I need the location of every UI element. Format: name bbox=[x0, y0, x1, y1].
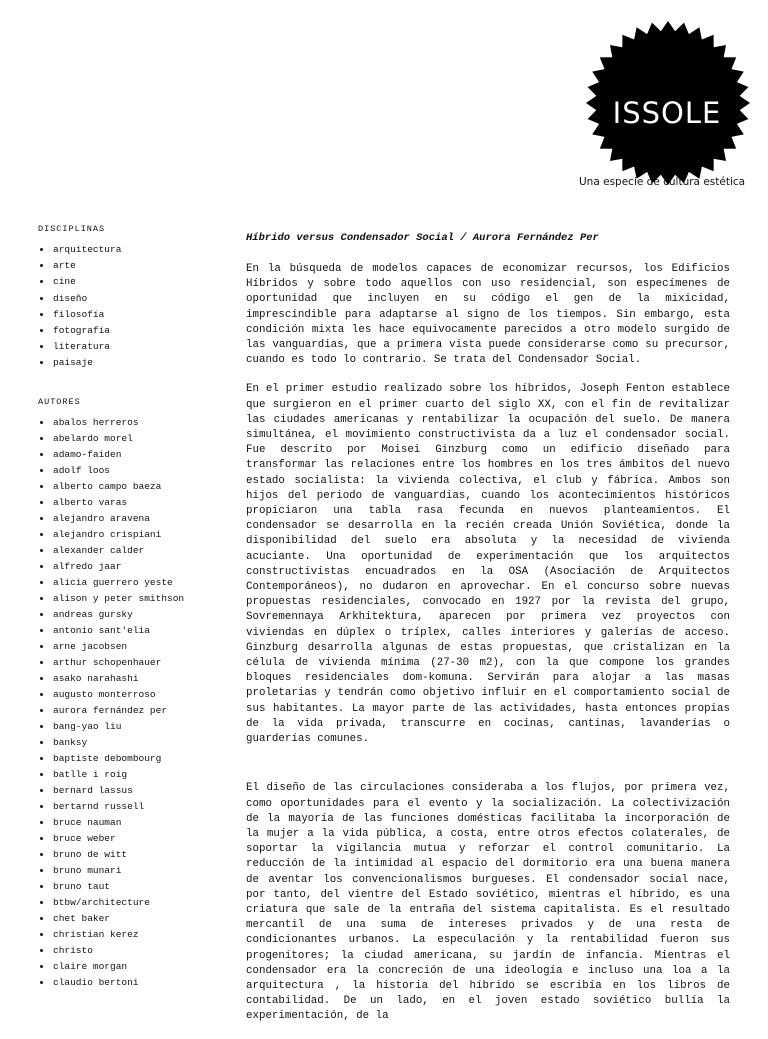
disciplina-item bbox=[38, 293, 218, 304]
autor-item-link[interactable]: bertarnd russell bbox=[53, 800, 145, 812]
disciplina-item-link[interactable]: literatura bbox=[53, 341, 111, 353]
disciplina-item-link[interactable]: cine bbox=[53, 276, 76, 288]
autor-item bbox=[38, 929, 218, 940]
autor-item-link[interactable]: alicia guerrero yeste bbox=[53, 576, 173, 588]
autor-item-link[interactable]: alejandro crispiani bbox=[53, 528, 162, 540]
autor-item bbox=[38, 609, 218, 620]
article-paragraph-1: En la búsqueda de modelos capaces de economizar recursos, los Edificios Híbridos y sobre todo aquellos con uso residencial, son especímenes de oportunidad que incluyen en su código el gen de la mixicidad, imprescindible para adaptarse al signo de los tiempos. Sin embargo, esta condición mixta les hace equivocamente parecidos a otro modelo surgido de las vanguardias, que a primera vista puede considerarse como su precursor, cuando es todo lo contrario. Se trata del Condensador Social. bbox=[246, 263, 730, 367]
autor-item bbox=[38, 497, 218, 508]
autor-item-link[interactable]: arne jacobsen bbox=[53, 640, 128, 652]
autor-item bbox=[38, 977, 218, 988]
autor-item bbox=[38, 529, 218, 540]
autor-item-link[interactable]: alison y peter smithson bbox=[53, 592, 185, 604]
autor-item bbox=[38, 705, 218, 716]
autor-item bbox=[38, 945, 218, 956]
disciplinas-heading: DISCIPLINAS bbox=[38, 224, 106, 234]
site-logo[interactable] bbox=[573, 20, 763, 190]
autor-item-link[interactable]: bruce weber bbox=[53, 832, 116, 844]
autor-item-link[interactable]: batlle i roig bbox=[53, 768, 128, 780]
autor-item-link[interactable]: christian kerez bbox=[53, 928, 139, 940]
autores-list bbox=[38, 417, 218, 988]
autor-item-link[interactable]: bruno munari bbox=[53, 864, 122, 876]
autor-item-link[interactable]: banksy bbox=[53, 736, 88, 748]
disciplina-item bbox=[38, 325, 218, 336]
disciplina-item bbox=[38, 276, 218, 287]
logo-title: ISSOLE bbox=[612, 96, 722, 130]
article-paragraph-3: El diseño de las circulaciones consideraba a los flujos, por primera vez, como oportunidades para el evento y la socialización. La colectivización de la mayoría de las funciones domésticas facilitaba la incorporación de la mujer a la vida pública, a costa, entre otros efectos colaterales, de soportar la vigilancia mutua y reforzar el control comunitario. La reducción de la intimidad al espacio del dormitorio era una buena manera de aventar los convencionalismos burgueses. El condensador social nace, por tanto, del vientre del Estado soviético, mientras el híbrido, es una criatura que sale de la entraña del sistema capitalista. Es el resultado mercantil de una suma de intereses privados y de una resta de condicionantes urbanos. La especulación y la rentabilidad fueron sus progenitores; la ciudad americana, su jardín de infancia. Mientras el condensador era la concreción de una ideología e incluso una loa a la arquitectura , la historia del híbrido se escribía en los libros de contabilidad. De un lado, en el joven estado soviético bullía la experimentación, de la bbox=[246, 782, 730, 1023]
autor-item bbox=[38, 833, 218, 844]
site-tagline: Una especie de cultura estética bbox=[579, 176, 746, 188]
autor-item-link[interactable]: aurora fernández per bbox=[53, 704, 168, 716]
disciplina-item-link[interactable]: fotografía bbox=[53, 324, 111, 336]
disciplina-item bbox=[38, 260, 218, 271]
autor-item bbox=[38, 849, 218, 860]
autor-item-link[interactable]: bernard lassus bbox=[53, 784, 133, 796]
autor-item-link[interactable]: chet baker bbox=[53, 912, 111, 924]
autor-item-link[interactable]: andreas gursky bbox=[53, 608, 133, 620]
autor-item bbox=[38, 545, 218, 556]
autor-item-link[interactable]: christo bbox=[53, 944, 93, 956]
autor-item-link[interactable]: claudio bertoni bbox=[53, 976, 139, 988]
autor-item-link[interactable]: bruno de witt bbox=[53, 848, 128, 860]
disciplina-item bbox=[38, 309, 218, 320]
autor-item bbox=[38, 593, 218, 604]
autor-item bbox=[38, 689, 218, 700]
autor-item-link[interactable]: alejandro aravena bbox=[53, 512, 150, 524]
autor-item-link[interactable]: adolf loos bbox=[53, 464, 111, 476]
autor-item bbox=[38, 433, 218, 444]
autor-item-link[interactable]: antonio sant'elia bbox=[53, 624, 150, 636]
autor-item bbox=[38, 641, 218, 652]
autor-item bbox=[38, 625, 218, 636]
autor-item-link[interactable]: alberto campo baeza bbox=[53, 480, 162, 492]
autor-item bbox=[38, 561, 218, 572]
autor-item bbox=[38, 865, 218, 876]
autor-item-link[interactable]: bruce nauman bbox=[53, 816, 122, 828]
autor-item bbox=[38, 417, 218, 428]
article-title: Híbrido versus Condensador Social / Aurora Fernández Per bbox=[246, 232, 599, 244]
autor-item bbox=[38, 913, 218, 924]
autor-item-link[interactable]: abelardo morel bbox=[53, 432, 133, 444]
autor-item-link[interactable]: asako narahashi bbox=[53, 672, 139, 684]
autor-item bbox=[38, 769, 218, 780]
sidebar bbox=[38, 224, 218, 993]
autor-item bbox=[38, 673, 218, 684]
disciplina-item-link[interactable]: arquitectura bbox=[53, 244, 122, 255]
article bbox=[246, 232, 730, 1039]
disciplina-item-link[interactable]: arte bbox=[53, 260, 76, 272]
autor-item-link[interactable]: adamo-faiden bbox=[53, 448, 122, 460]
disciplinas-list bbox=[38, 244, 218, 368]
article-paragraph-2: En el primer estudio realizado sobre los híbridos, Joseph Fenton establece que surgieron en el primer cuarto del siglo XX, con el fin de revitalizar las ciudades americanas y rentabilizar la ocupación del suelo. De manera simultánea, el movimiento constructivista da a luz el condensador social. Fue descrito por Moisei Ginzburg como un edificio diseñado para transformar las relaciones entre los hombres en los tres ámbitos del nuevo estado socialista: la vivienda colectiva, el club y fábrica. Ambos son hijos del periodo de vanguardias, cuando los acontecimientos históricos propiciaron una tabla rasa fecunda en nuevos planteamientos. El condensador se desarrolla en la recién creada Unión Soviética, donde la disponibilidad del suelo era absoluta y la necesidad de vivienda acuciante. Una oportunidad de experimentación que los arquitectos constructivistas encuadrados en la OSA (Asociación de Arquitectos Contemporáneos), no dudaron en aprovechar. En el concurso sobre nuevas propuestas residenciales, convocado en 1927 por la revista del grupo, Sovremennaya Arkhitektura, aparecen por primera vez proyectos con viviendas en dúplex o tríplex, calles interiores y galerías de acceso. Ginzburg desarrolla algunas de estas propuestas, que cristalizan en la célula de vivienda mínima (27-30 m2), con la que compone los grandes bloques residenciales dom-komuna. Servirán para alojar a las masas proletarias y tendrán como objetivo influir en el comportamiento social de sus habitantes. La mayor parte de las actividades, hasta entonces propias de la vida privada, transcurre en cocinas, cantinas, lavanderías o guarderías comunes. bbox=[246, 383, 730, 746]
autor-item bbox=[38, 657, 218, 668]
autor-item bbox=[38, 753, 218, 764]
autor-item bbox=[38, 449, 218, 460]
autor-item-link[interactable]: alfredo jaar bbox=[53, 560, 122, 572]
autor-item-link[interactable]: augusto monterroso bbox=[53, 688, 156, 700]
autor-item bbox=[38, 801, 218, 812]
autor-item-link[interactable]: alberto varas bbox=[53, 496, 128, 508]
autor-item bbox=[38, 721, 218, 732]
autor-item-link[interactable]: bruno taut bbox=[53, 880, 111, 892]
autor-item bbox=[38, 817, 218, 828]
disciplina-item-link[interactable]: filosofía bbox=[53, 308, 105, 320]
autor-item-link[interactable]: claire morgan bbox=[53, 960, 128, 972]
disciplina-item bbox=[38, 341, 218, 352]
autor-item-link[interactable]: btbw/architecture bbox=[53, 896, 150, 908]
disciplina-item-link[interactable]: diseño bbox=[53, 292, 88, 304]
autor-item bbox=[38, 897, 218, 908]
autor-item bbox=[38, 881, 218, 892]
autor-item bbox=[38, 737, 218, 748]
autor-item-link[interactable]: bang-yao liu bbox=[53, 720, 122, 732]
autor-item bbox=[38, 481, 218, 492]
autores-heading: AUTORES bbox=[38, 396, 81, 407]
autor-item bbox=[38, 785, 218, 796]
autor-item-link[interactable]: alexander calder bbox=[53, 544, 145, 556]
autor-item-link[interactable]: abalos herreros bbox=[53, 416, 139, 428]
autor-item bbox=[38, 961, 218, 972]
autor-item bbox=[38, 465, 218, 476]
autor-item-link[interactable]: arthur schopenhauer bbox=[53, 656, 162, 668]
autor-item bbox=[38, 577, 218, 588]
disciplina-item bbox=[38, 357, 218, 368]
disciplina-item bbox=[38, 244, 218, 255]
autor-item bbox=[38, 513, 218, 524]
disciplina-item-link[interactable]: paisaje bbox=[53, 357, 93, 369]
autor-item-link[interactable]: baptiste debombourg bbox=[53, 752, 162, 764]
